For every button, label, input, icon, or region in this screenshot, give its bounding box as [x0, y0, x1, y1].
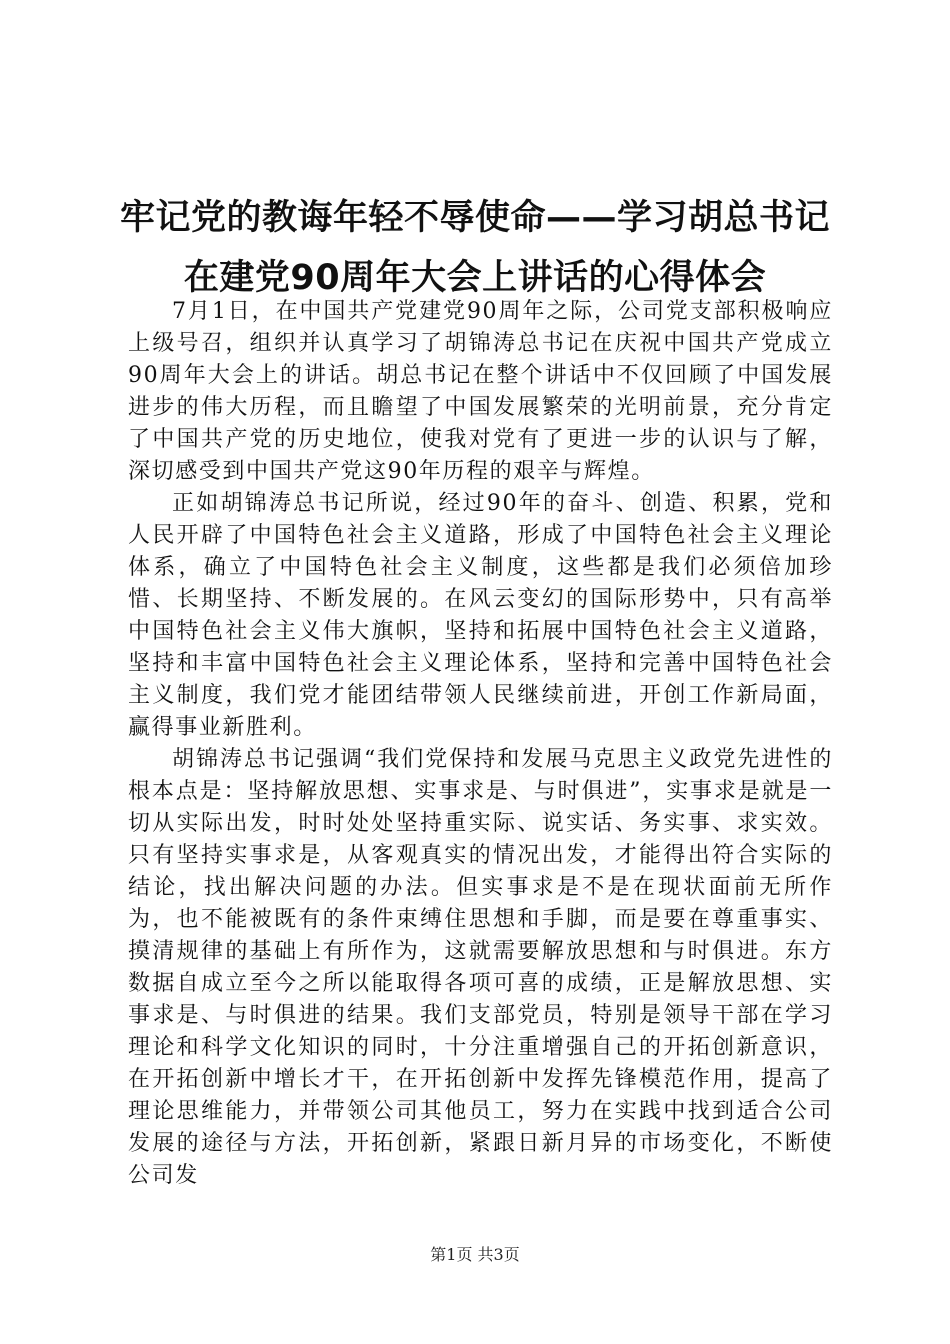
- title-line-2: 在建党90周年大会上讲话的心得体会: [183, 258, 767, 298]
- document-title: [110, 188, 840, 308]
- paragraph-3: 胡锦涛总书记强调“我们党保持和发展马克思主义政党先进性的根本点是：坚持解放思想、实事求是、与时俱进”，实事求是就是一切从实际出发，时时处处坚持重实际、说实话、务实事、求实效。只有坚持实事求是，从客观真实的情况出发，才能得出符合实际的结论，找出解决问题的办法。但实事求是不是在现状面前无所作为，也不能被既有的条件束缚住思想和手脚，而是要在尊重事实、摸清规律的基础上有所作为，这就需要解放思想和与时俱进。东方数据自成立至今之所以能取得各项可喜的成绩，正是解放思想、实事求是、与时俱进的结果。我们支部党员，特别是领导干部在学习理论和科学文化知识的同时，十分注重增强自己的开拓创新意识，在开拓创新中增长才干，在开拓创新中发挥先锋模范作用，提高了理论思维能力，并带领公司其他员工，努力在实践中找到适合公司发展的途径与方法，开拓创新，紧跟日新月异的市场变化，不断使公司发: [128, 747, 833, 1188]
- page-indicator: 第1页 共3页: [430, 1245, 520, 1264]
- document-body: [128, 296, 833, 1192]
- paragraph-1: 7月1日，在中国共产党建党90周年之际，公司党支部积极响应上级号召，组织并认真学习了胡锦涛总书记在庆祝中国共产党成立90周年大会上的讲话。胡总书记在整个讲话中不仅回顾了中国发展进步的伟大历程，而且瞻望了中国发展繁荣的光明前景，充分肯定了中国共产党的历史地位，使我对党有了更进一步的认识与了解，深切感受到中国共产党这90年历程的艰辛与辉煌。: [128, 299, 833, 484]
- title-line-1: 牢记党的教诲年轻不辱使命——学习胡总书记: [119, 198, 830, 238]
- page-footer: [0, 1244, 950, 1266]
- paragraph-2: 正如胡锦涛总书记所说，经过90年的奋斗、创造、积累，党和人民开辟了中国特色社会主义道路，形成了中国特色社会主义理论体系，确立了中国特色社会主义制度，这些都是我们必须倍加珍惜、长期坚持、不断发展的。在风云变幻的国际形势中，只有高举中国特色社会主义伟大旗帜，坚持和拓展中国特色社会主义道路，坚持和丰富中国特色社会主义理论体系，坚持和完善中国特色社会主义制度，我们党才能团结带领人民继续前进，开创工作新局面，赢得事业新胜利。: [128, 491, 833, 740]
